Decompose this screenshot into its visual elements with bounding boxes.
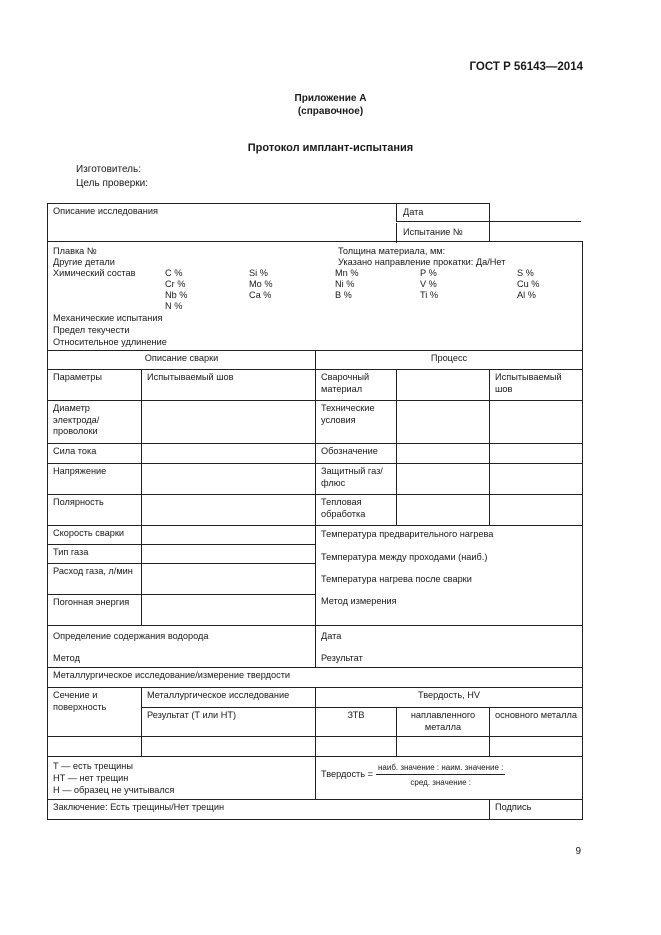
standard-number: ГОСТ Р 56143—2014: [469, 61, 583, 73]
electrode-dia-cell: [48, 401, 142, 444]
gas-type-label: Тип газа: [53, 547, 89, 557]
result-t-nt-label: Результат (Т или НТ): [147, 710, 237, 720]
empty-cell: [490, 444, 583, 464]
weld-speed-label: Скорость сварки: [53, 528, 124, 538]
heat-treat-label: Тепловая обработка: [321, 497, 366, 519]
date-label: Дата: [396, 203, 581, 222]
chem-s: S %: [517, 268, 534, 278]
legend-t: Т — есть трещины: [53, 761, 133, 771]
empty-cell: [490, 464, 583, 495]
elongation: Относительное удлинение: [53, 337, 167, 347]
legend-h: Н — образец не учитывался: [53, 785, 175, 795]
method-label: Метод: [53, 653, 80, 663]
process-label: Процесс: [430, 353, 468, 363]
test-no-label: Испытание №: [396, 223, 581, 243]
result-label: Результат: [321, 653, 363, 663]
preheat-temp: Температура предварительного нагрева: [321, 529, 494, 539]
legend-nt: НТ — нет трещин: [53, 773, 129, 783]
test-weld-2-label: Испытываемый шов: [495, 372, 562, 394]
measurement-method: Метод измерения: [321, 596, 397, 606]
empty-cell: [490, 495, 583, 526]
metallurgy-label: Металлургическое исследование: [147, 690, 290, 700]
empty-cell: [142, 564, 316, 595]
conclusion-label: Заключение: Есть трещины/Нет трещин: [53, 802, 225, 812]
weld-desc-label: Описание сварки: [144, 353, 219, 363]
interpass-temp: Температура между проходами (наиб.): [321, 552, 488, 562]
empty-cell: [142, 545, 316, 564]
empty-cell: [397, 737, 490, 757]
deposited-cell: [397, 708, 490, 737]
voltage-label: Напряжение: [53, 466, 107, 476]
other-parts: Другие детали: [53, 257, 115, 267]
weld-speed-cell: [48, 526, 142, 545]
result-t-nt-cell: [142, 708, 316, 737]
protocol-table: [47, 203, 583, 820]
chem-b: В %: [335, 290, 352, 300]
process-header: [316, 351, 583, 370]
chem-n: N %: [165, 301, 183, 311]
appendix-title: Приложение А: [294, 93, 367, 104]
metallurgy-cell: [142, 688, 316, 708]
weld-material-label: Сварочный материал: [321, 372, 370, 394]
empty-cell: [142, 595, 316, 626]
chem-cu: Cu %: [517, 279, 540, 289]
empty-cell: [142, 495, 316, 526]
weld-desc-header: [48, 351, 316, 370]
params-header: [48, 370, 142, 401]
gas-flow-cell: [48, 564, 142, 595]
hardness-formula-label: Твердость =: [321, 769, 373, 780]
chem-label: Химический состав: [53, 268, 136, 278]
signature-cell: [490, 800, 583, 820]
params-label: Параметры: [53, 372, 102, 382]
electrode-dia-label: Диаметр электрода/ проволоки: [53, 403, 100, 436]
hardness-hv-cell: [316, 688, 583, 708]
empty-cell: [397, 464, 490, 495]
chem-cr: Cr %: [165, 279, 186, 289]
empty-cell: [490, 401, 583, 444]
metallurgy-hardness-cell: [48, 668, 583, 688]
polarity-cell: [48, 495, 142, 526]
formula-denominator: сред. значение :: [410, 778, 471, 787]
shield-gas-cell: [316, 464, 397, 495]
yield-strength: Предел текучести: [53, 325, 130, 335]
date-test-block: [396, 203, 582, 243]
test-weld-label: Испытываемый шов: [147, 372, 234, 382]
purpose-label: Цель проверки:: [76, 178, 149, 189]
hardness-formula: [376, 762, 505, 789]
signature-label: Подпись: [495, 802, 532, 812]
empty-cell: [142, 526, 316, 545]
empty-cell: [142, 401, 316, 444]
hardness-formula-cell: [316, 757, 583, 800]
current-label: Сила тока: [53, 446, 97, 456]
chem-mn: Mn %: [335, 268, 359, 278]
formula-numerator: наиб. значение : наим. значение :: [376, 762, 505, 776]
empty-cell: [142, 444, 316, 464]
section-surface-label: Сечение и поверхность: [53, 690, 107, 712]
temperatures-cell: [316, 526, 583, 626]
empty-cell: [397, 495, 490, 526]
voltage-cell: [48, 464, 142, 495]
appendix-subtitle: (справочное): [297, 106, 364, 117]
section-surface-cell: [48, 688, 142, 737]
chem-ca: Ca %: [249, 290, 272, 300]
chem-p: Р %: [420, 268, 437, 278]
chem-al: Al %: [517, 290, 536, 300]
chem-mo: Mo %: [249, 279, 273, 289]
chem-ti: Ti %: [420, 290, 439, 300]
empty-cell: [397, 370, 490, 401]
haz-label: ЗТВ: [347, 710, 365, 720]
chem-nb: Nb %: [165, 290, 188, 300]
designation-label: Обозначение: [321, 446, 378, 456]
description-label: Описание исследования: [53, 206, 158, 216]
hydrogen-label: Определение содержания водорода: [53, 631, 209, 641]
gas-flow-label: Расход газа, л/мин: [53, 566, 133, 576]
test-weld-header: [142, 370, 316, 401]
conclusion-cell: [48, 800, 490, 820]
heat-input-label: Погонная энергия: [53, 597, 130, 607]
melt-no: Плавка №: [53, 246, 97, 256]
page-number: 9: [575, 846, 581, 857]
empty-cell: [316, 737, 397, 757]
shield-gas-label: Защитный газ/флюс: [321, 466, 383, 488]
date2-label: Дата: [321, 631, 342, 641]
thickness-label: Толщина материала, мм:: [338, 246, 446, 256]
rolling-direction: Указано направление прокатки: Да/Нет: [338, 257, 506, 267]
polarity-label: Полярность: [53, 497, 104, 507]
empty-cell: [490, 737, 583, 757]
heat-input-cell: [48, 595, 142, 626]
hydrogen-result-cell: [316, 626, 583, 668]
empty-cell: [48, 737, 142, 757]
base-metal-cell: [490, 708, 583, 737]
tech-cond-cell: [316, 401, 397, 444]
hardness-hv-label: Твердость, HV: [418, 690, 480, 700]
chem-si: Si %: [249, 268, 268, 278]
mech-tests: Механические испытания: [53, 313, 163, 323]
hydrogen-cell: [48, 626, 316, 668]
chem-v: V %: [420, 279, 437, 289]
designation-cell: [316, 444, 397, 464]
test-weld-2-header: [490, 370, 583, 401]
chem-c: С %: [165, 268, 183, 278]
heat-treat-cell: [316, 495, 397, 526]
empty-cell: [142, 464, 316, 495]
metallurgy-hardness-label: Металлургическое исследование/измерение твердости: [53, 670, 291, 680]
material-block: [48, 242, 583, 351]
chem-ni: Ni %: [335, 279, 355, 289]
gas-type-cell: [48, 545, 142, 564]
appendix-heading: [0, 92, 661, 118]
haz-cell: [316, 708, 397, 737]
manufacturer-label: Изготовитель:: [76, 164, 141, 175]
post-heat-temp: Температура нагрева после сварки: [321, 574, 472, 584]
base-metal-label: основного металла: [495, 710, 577, 720]
tech-cond-label: Технические условия: [321, 403, 375, 425]
protocol-title: Протокол имплант-испытания: [247, 142, 414, 154]
empty-cell: [397, 401, 490, 444]
weld-material-header: [316, 370, 397, 401]
legend-cell: [48, 757, 316, 800]
current-cell: [48, 444, 142, 464]
empty-cell: [397, 444, 490, 464]
empty-cell: [142, 737, 316, 757]
deposited-label: наплавленного металла: [410, 710, 476, 732]
